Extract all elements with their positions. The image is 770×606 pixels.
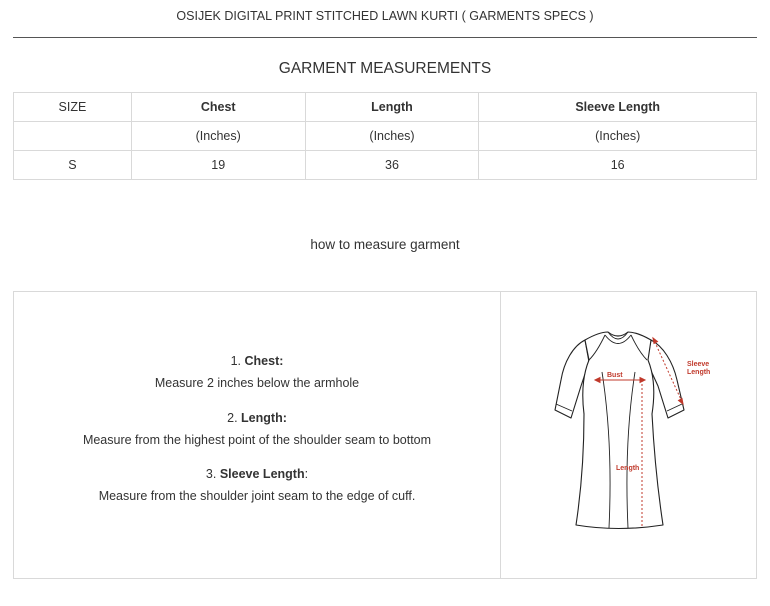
length-cell: 36 bbox=[305, 151, 479, 180]
dress-illustration bbox=[501, 292, 756, 578]
step-suffix: : bbox=[304, 467, 309, 481]
unit-cell-chest: (Inches) bbox=[131, 122, 305, 151]
step-sleeve-length bbox=[14, 463, 500, 507]
measure-instructions bbox=[14, 292, 501, 578]
column-header-size: SIZE bbox=[14, 93, 132, 122]
step-number: 3. bbox=[205, 467, 217, 481]
size-cell: S bbox=[14, 151, 132, 180]
sleeve-length-cell: 16 bbox=[479, 151, 757, 180]
step-heading bbox=[14, 350, 500, 372]
table-header-row bbox=[14, 93, 757, 122]
step-description: Measure 2 inches below the armhole bbox=[154, 376, 360, 390]
step-heading bbox=[14, 407, 500, 429]
table-row bbox=[14, 151, 757, 180]
sleeve-arrow-top bbox=[653, 338, 658, 344]
column-header-sleeve-length: Sleeve Length bbox=[479, 93, 757, 122]
how-to-measure-title: how to measure garment bbox=[310, 237, 460, 252]
unit-cell-length: (Inches) bbox=[305, 122, 479, 151]
chest-cell: 19 bbox=[131, 151, 305, 180]
length-label: Length bbox=[616, 465, 640, 472]
bust-label: Bust bbox=[607, 372, 623, 379]
step-number: 1. bbox=[230, 354, 242, 368]
step-number: 2. bbox=[227, 411, 238, 425]
measurements-table bbox=[13, 92, 757, 180]
step-chest bbox=[14, 350, 500, 394]
measurements-title: GARMENT MEASUREMENTS bbox=[278, 60, 492, 77]
column-header-length: Length bbox=[305, 93, 479, 122]
step-name: Chest: bbox=[244, 354, 284, 368]
step-length bbox=[14, 407, 500, 451]
step-description: Measure from the shoulder joint seam to the edge of cuff. bbox=[98, 489, 416, 503]
measure-guide-panel bbox=[13, 291, 757, 579]
sleeve-label-line2: Length bbox=[687, 369, 711, 376]
table-units-row bbox=[14, 122, 757, 151]
step-description: Measure from the highest point of the shoulder seam to bottom bbox=[82, 433, 432, 447]
step-heading bbox=[14, 463, 500, 485]
step-name: Sleeve Length bbox=[219, 467, 305, 481]
sleeve-label-line1: Sleeve bbox=[687, 361, 710, 368]
garment-diagram bbox=[501, 292, 756, 578]
unit-cell-sleeve-length: (Inches) bbox=[479, 122, 757, 151]
step-name: Length: bbox=[241, 411, 287, 425]
unit-cell-size bbox=[14, 122, 132, 151]
column-header-chest: Chest bbox=[131, 93, 305, 122]
product-title: OSIJEK DIGITAL PRINT STITCHED LAWN KURTI ( GARMENTS SPECS ) bbox=[176, 9, 594, 23]
title-divider bbox=[13, 37, 757, 38]
